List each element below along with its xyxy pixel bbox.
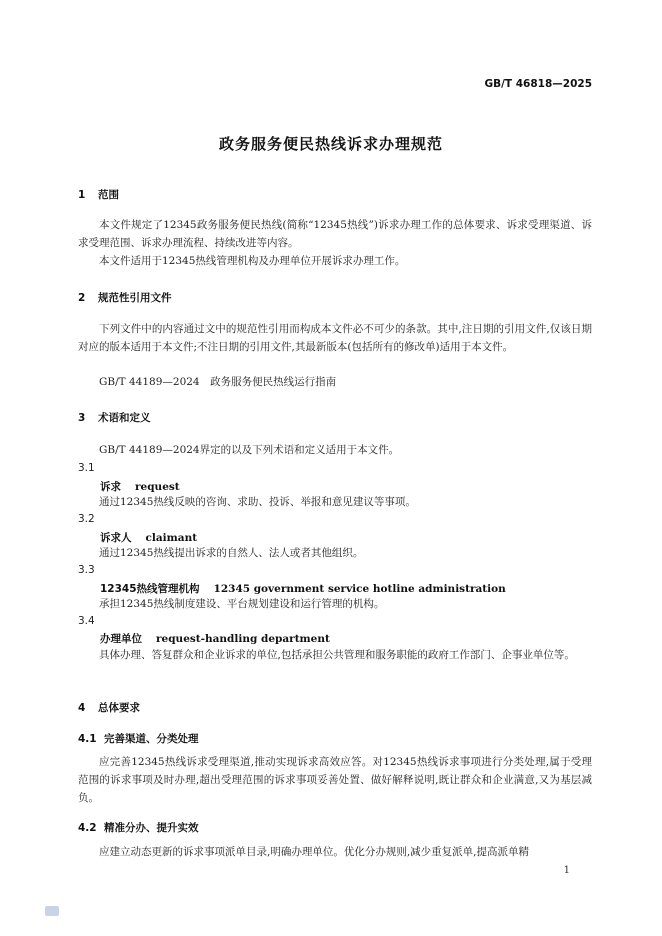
section-number: 1 xyxy=(78,189,86,201)
document-title: 政务服务便民热线诉求办理规范 xyxy=(218,135,443,153)
subsection-number: 4.2 xyxy=(78,822,97,834)
section-title: 范围 xyxy=(98,189,119,201)
section-3-heading xyxy=(78,410,151,425)
term-en: request xyxy=(135,481,180,493)
section-number: 2 xyxy=(78,292,86,304)
term-number: 3.4 xyxy=(78,615,95,627)
subsection-title: 精准分办、提升实效 xyxy=(104,822,199,834)
term-heading xyxy=(100,530,197,545)
term-definition: 具体办理、答复群众和企业诉求的单位,包括承担公共管理和服务职能的政府工作部门、企事业单位等。 xyxy=(99,649,575,661)
term-number: 3.3 xyxy=(78,564,95,576)
term-zh: 12345热线管理机构 xyxy=(100,583,200,595)
section-1-heading xyxy=(78,187,119,202)
normative-reference: GB/T 44189—2024 政务服务便民热线运行指南 xyxy=(99,376,337,388)
section-1-paragraph-1: 本文件规定了12345政务服务便民热线(简称“12345热线”)诉求办理工作的总体要求、诉求受理渠道、诉求受理范围、诉求办理流程、持续改进等内容。 xyxy=(78,219,592,249)
section-title: 规范性引用文件 xyxy=(98,292,172,304)
term-number: 3.1 xyxy=(78,462,95,474)
section-number: 4 xyxy=(78,702,86,714)
term-en: claimant xyxy=(145,532,198,544)
subsection-number: 4.1 xyxy=(78,733,97,745)
term-heading xyxy=(100,631,330,646)
term-en: request-handling department xyxy=(156,633,330,645)
section-number: 3 xyxy=(78,412,86,424)
term-definition: 通过12345热线提出诉求的自然人、法人或者其他组织。 xyxy=(99,547,364,559)
subsection-4-2-heading xyxy=(78,820,199,835)
page-number: 1 xyxy=(563,865,570,876)
term-heading xyxy=(100,581,506,596)
subsection-4-1-heading xyxy=(78,731,199,746)
watermark-logo-icon xyxy=(45,906,59,916)
section-1-paragraph-2: 本文件适用于12345热线管理机构及办理单位开展诉求办理工作。 xyxy=(99,255,406,267)
term-definition: 通过12345热线反映的咨询、求助、投诉、举报和意见建议等事项。 xyxy=(99,496,416,508)
term-definition: 承担12345热线制度建设、平台规划建设和运行管理的机构。 xyxy=(99,598,385,610)
term-number: 3.2 xyxy=(78,513,95,525)
section-title: 术语和定义 xyxy=(98,412,151,424)
section-2-heading xyxy=(78,290,172,305)
section-title: 总体要求 xyxy=(98,702,140,714)
term-zh: 办理单位 xyxy=(100,633,142,645)
section-2-paragraph-1: 下列文件中的内容通过文中的规范性引用而构成本文件必不可少的条款。其中,注日期的引用文件,仅该日期对应的版本适用于本文件;不注日期的引用文件,其最新版本(包括所有的修改单)适用于本文件。 xyxy=(78,323,592,353)
term-zh: 诉求 xyxy=(100,481,121,493)
subsection-4-1-paragraph: 应完善12345热线诉求受理渠道,推动实现诉求高效应答。对12345热线诉求事项进行分类处理,属于受理范围的诉求事项及时办理,超出受理范围的诉求事项妥善处置、做好解释说明,既让群众和企业满意,又为基层减负。 xyxy=(78,756,592,804)
term-heading xyxy=(100,479,180,494)
subsection-title: 完善渠道、分类处理 xyxy=(104,733,199,745)
standard-code: GB/T 46818—2025 xyxy=(484,78,592,90)
section-4-heading xyxy=(78,700,140,715)
section-3-intro: GB/T 44189—2024界定的以及下列术语和定义适用于本文件。 xyxy=(99,444,400,456)
subsection-4-2-paragraph: 应建立动态更新的诉求事项派单目录,明确办理单位。优化分办规则,减少重复派单,提高派单精 xyxy=(99,846,530,858)
term-en: 12345 government service hotline administration xyxy=(213,583,506,595)
term-zh: 诉求人 xyxy=(100,532,132,544)
